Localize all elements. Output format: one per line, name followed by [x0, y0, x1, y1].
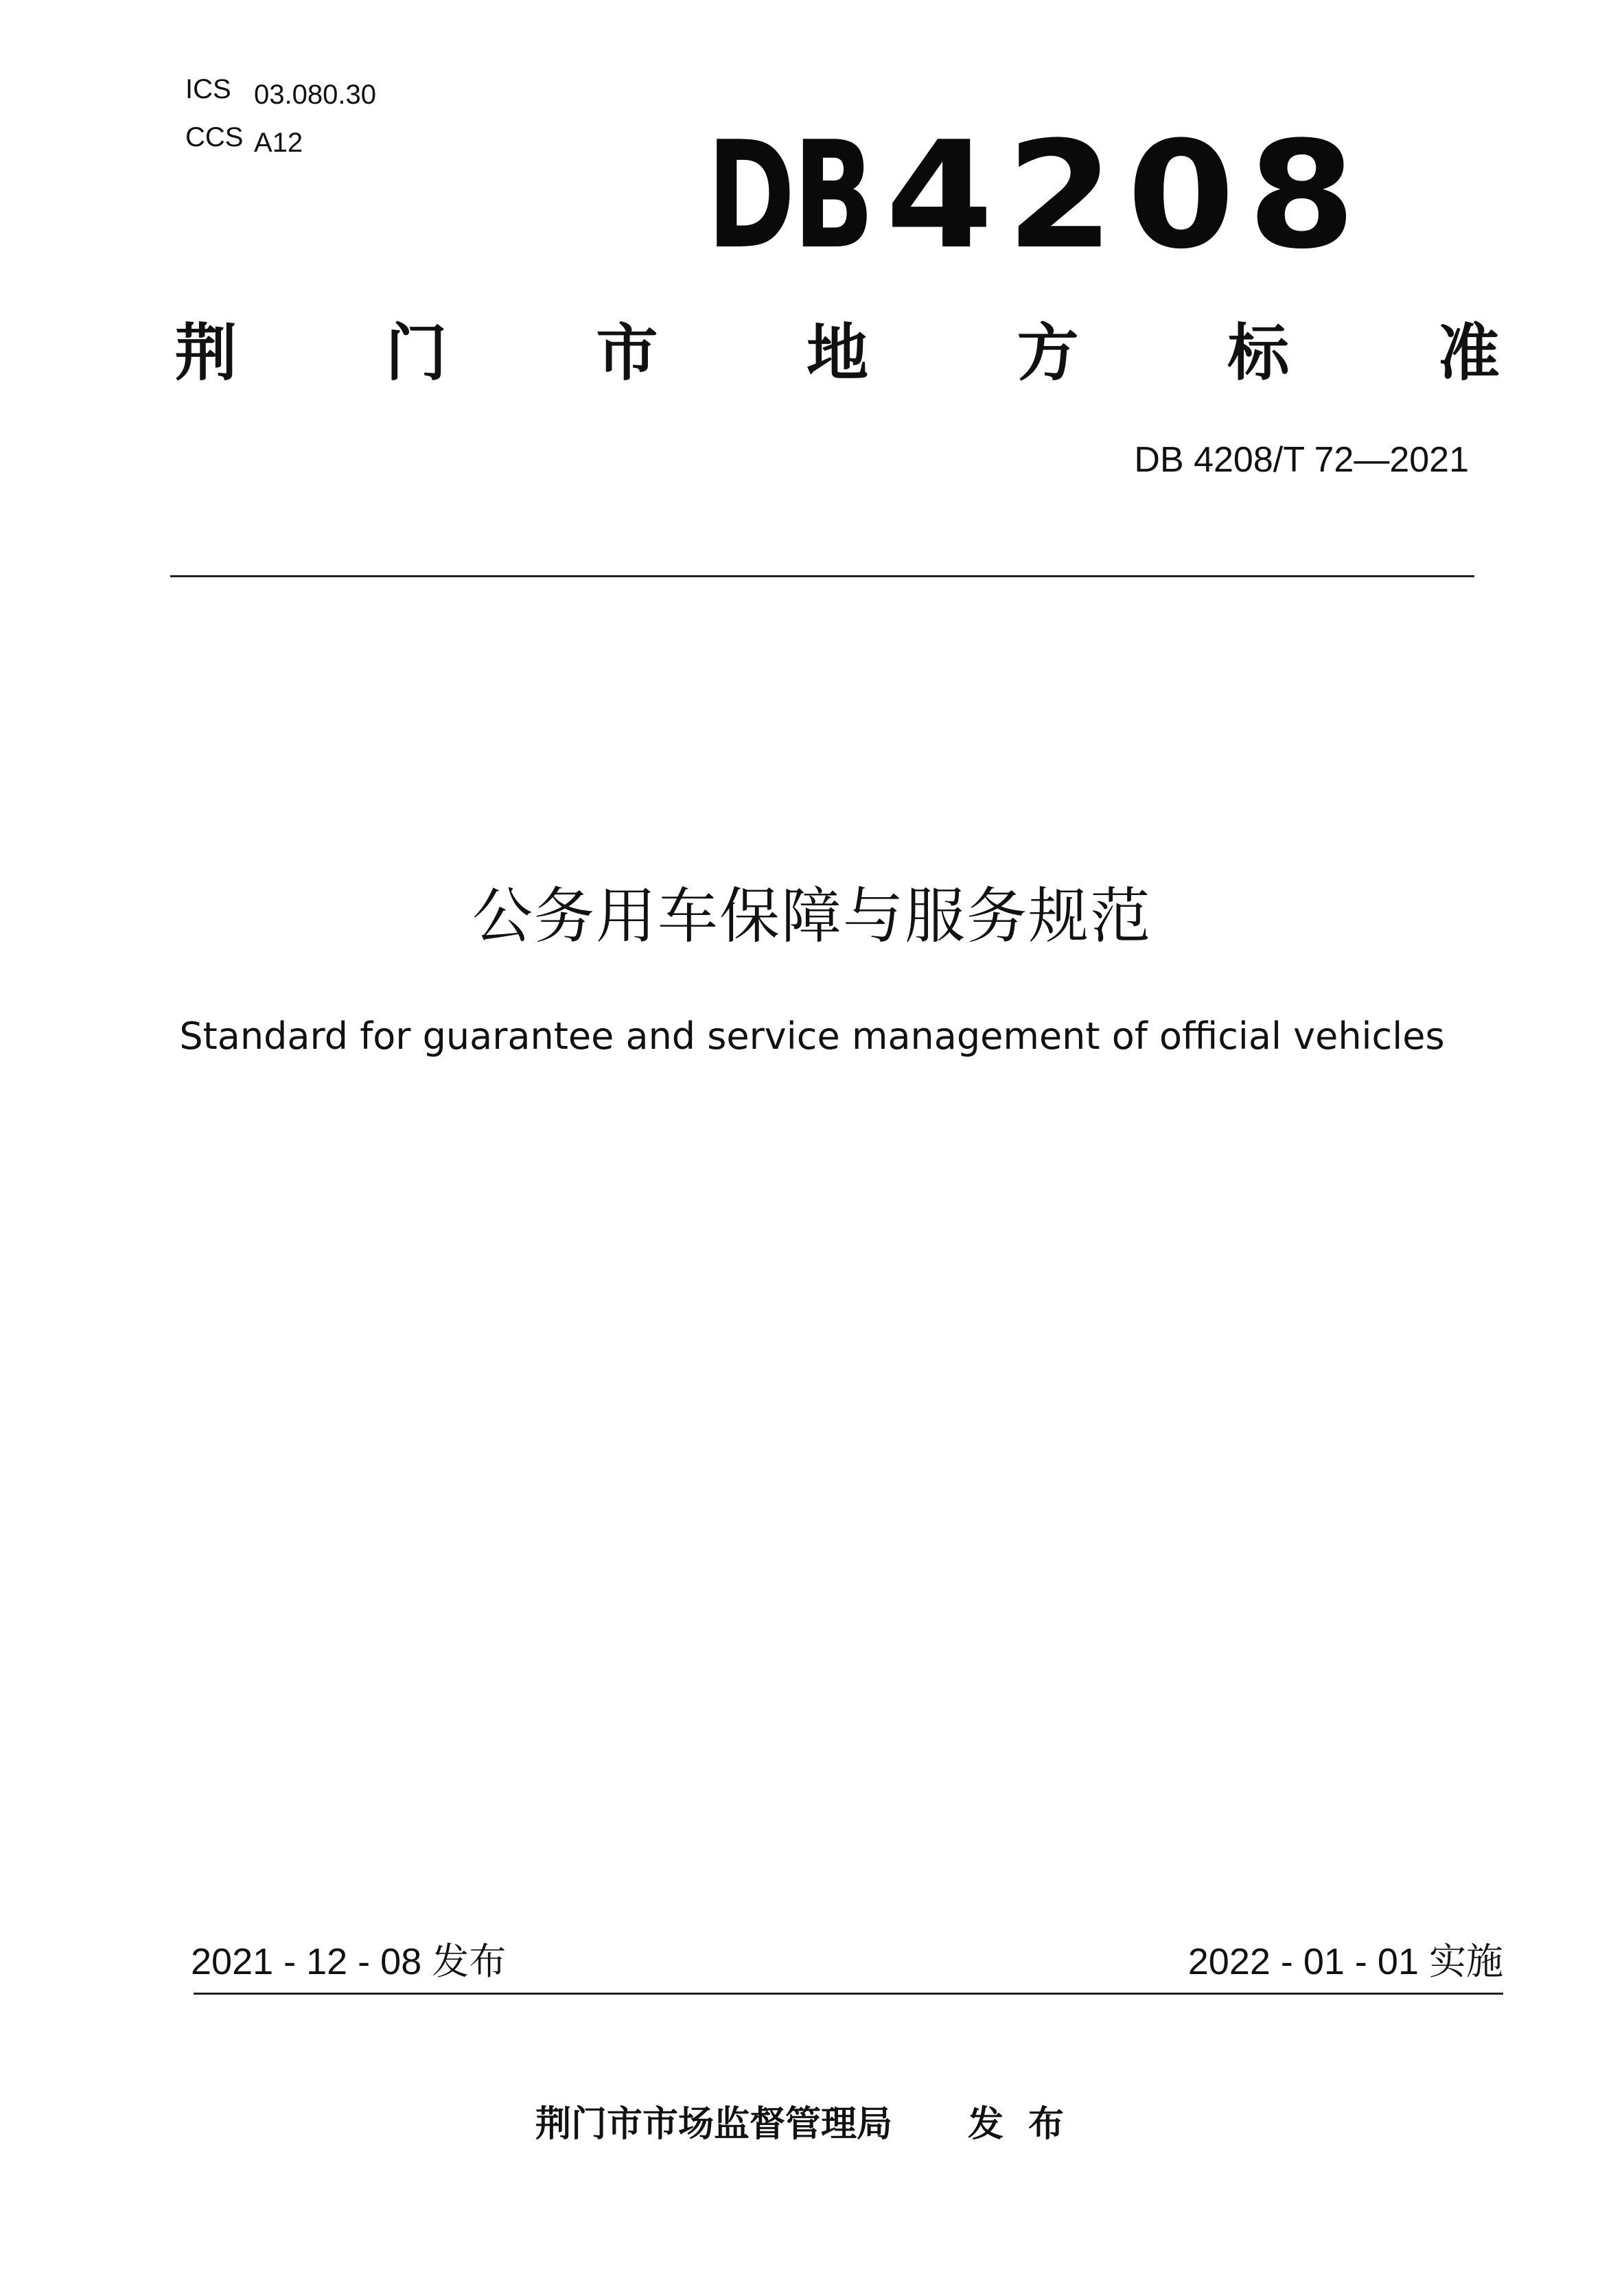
top-divider — [170, 575, 1474, 577]
ics-label: ICS — [185, 74, 231, 104]
document-title-en: Standard for guarantee and service management of official vehicles — [179, 1014, 1445, 1058]
standard-type-char: 准 — [1437, 317, 1500, 389]
ics-code: 03.080.30 — [254, 80, 376, 110]
publisher-verb: 发布 — [968, 2104, 1089, 2145]
ccs-label: CCS — [185, 122, 244, 152]
standard-type-char: 地 — [806, 317, 868, 389]
ccs-code: A12 — [254, 128, 303, 158]
implementation-date: 2022 - 01 - 01 实施 — [1187, 1941, 1503, 1982]
document-title-cn: 公务用车保障与服务规范 — [472, 881, 1152, 951]
issue-date: 2021 - 12 - 08 发布 — [191, 1941, 507, 1982]
standard-type-char: 市 — [596, 317, 658, 389]
logo-prefix: DB — [707, 109, 872, 281]
publisher-name: 荆门市市场监督管理局 — [535, 2104, 892, 2145]
standard-type-char: 标 — [1227, 317, 1290, 389]
logo-code: 4208 — [885, 109, 1369, 281]
db-logo — [707, 109, 1393, 281]
standard-type-heading — [175, 316, 1500, 391]
publisher-line — [0, 2100, 1624, 2148]
bottom-divider — [194, 1993, 1503, 1995]
standard-type-char: 荆 — [175, 317, 237, 389]
standard-number: DB 4208/T 72—2021 — [1134, 440, 1469, 480]
standard-type-char: 门 — [385, 317, 448, 389]
standard-type-char: 方 — [1017, 317, 1079, 389]
